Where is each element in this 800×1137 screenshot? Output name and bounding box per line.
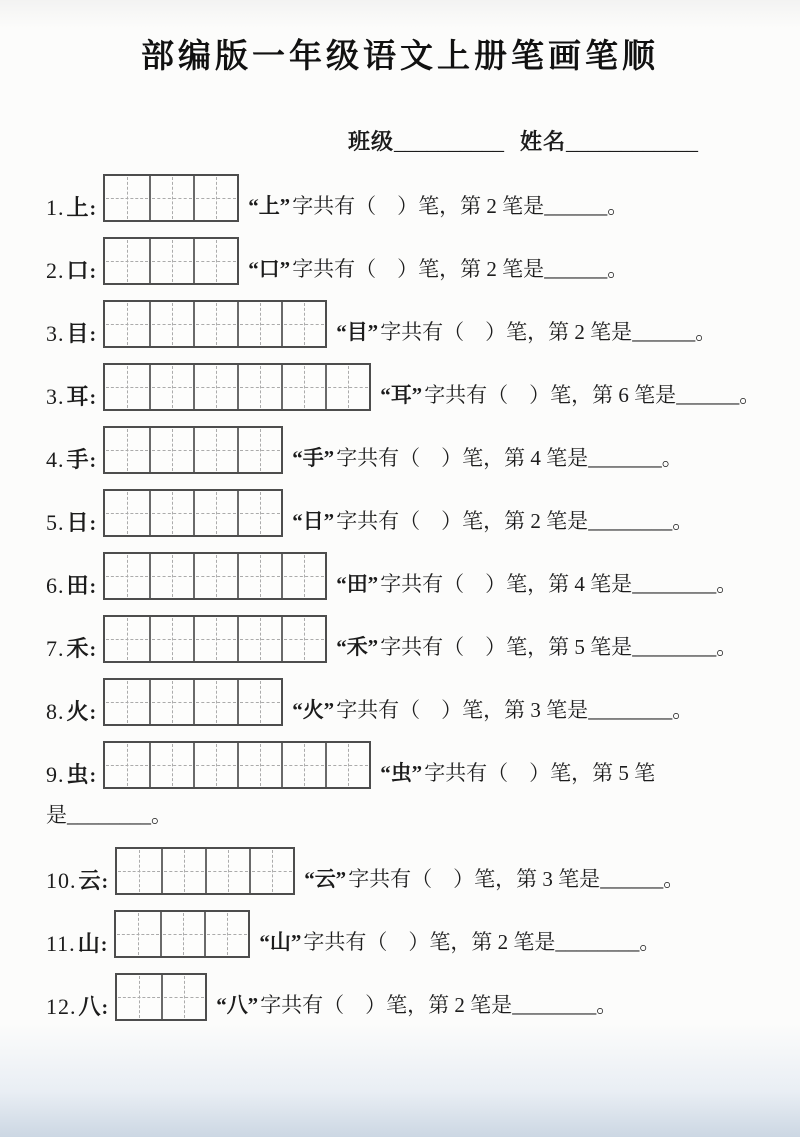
row-number: 2. [46, 258, 65, 283]
tianzige-cell [105, 302, 149, 346]
worksheet-row [46, 552, 800, 600]
worksheet-row [46, 973, 800, 1021]
name-blank: ____________ [566, 129, 699, 154]
worksheet-row [46, 847, 800, 895]
tianzige-cell [325, 365, 369, 409]
page-title: 部编版一年级语文上册笔画笔顺 [141, 39, 659, 75]
row-colon: : [89, 702, 97, 724]
worksheet-row [46, 363, 800, 411]
answer-blank: ______ [632, 320, 696, 344]
quoted-character: “日” [292, 509, 335, 533]
tianzige-cell [105, 365, 149, 409]
tianzige-cell [149, 680, 193, 724]
quoted-character: “禾” [336, 635, 379, 659]
tianzige-cell [193, 680, 237, 724]
quoted-character: “山” [259, 929, 302, 954]
tianzige-cell [237, 428, 281, 472]
practice-grid [103, 237, 239, 285]
question [216, 992, 618, 1021]
name-label: 姓名 [520, 129, 567, 154]
question [248, 259, 628, 285]
tianzige-cell [193, 491, 237, 535]
question [380, 385, 760, 411]
row-number: 10. [46, 867, 77, 893]
question-text: 字共有（ ）笔，第 2 笔是 [303, 929, 556, 954]
row-character: 口 [66, 258, 89, 283]
worksheet-row [46, 300, 800, 348]
quoted-character: “上” [248, 194, 291, 218]
practice-grid [103, 300, 327, 348]
tianzige-cell [105, 680, 149, 724]
question-period: 。 [596, 992, 618, 1017]
tianzige-cell [237, 554, 281, 598]
row-colon: : [100, 933, 108, 956]
quoted-character: “口” [248, 257, 291, 281]
question-period: 。 [672, 509, 694, 533]
worksheet-rows [0, 174, 800, 1021]
row-colon: : [101, 870, 109, 893]
worksheet-row [46, 678, 800, 726]
worksheet-row [46, 174, 800, 222]
tianzige-cell [193, 617, 237, 661]
row-character: 云 [78, 867, 101, 893]
row-colon: : [89, 513, 97, 535]
row-colon: : [89, 576, 97, 598]
tianzige-cell [149, 302, 193, 346]
tianzige-cell [117, 975, 161, 1019]
row-number: 6. [46, 573, 65, 598]
tianzige-cell [281, 365, 325, 409]
tianzige-cell [105, 239, 149, 283]
answer-blank: ________ [588, 509, 673, 533]
row-label [46, 764, 98, 789]
tianzige-cell [281, 617, 325, 661]
tianzige-cell [149, 491, 193, 535]
worksheet-row [46, 910, 800, 958]
question [259, 929, 661, 958]
tianzige-cell [193, 176, 237, 220]
tianzige-cell [193, 554, 237, 598]
quoted-character: “手” [292, 446, 335, 470]
question-period: 。 [663, 866, 685, 891]
tianzige-cell [149, 239, 193, 283]
worksheet-row [46, 237, 800, 285]
tianzige-cell [149, 617, 193, 661]
tianzige-cell [193, 239, 237, 283]
question-text: 字共有（ ）笔，第 4 笔是 [380, 572, 633, 596]
answer-blank: ______ [676, 383, 740, 407]
answer-blank: ________ [632, 635, 717, 659]
tianzige-cell [161, 849, 205, 893]
quoted-character: “田” [336, 572, 379, 596]
row-label [46, 701, 98, 726]
practice-grid [103, 426, 283, 474]
tianzige-cell [105, 617, 149, 661]
practice-grid [103, 363, 371, 411]
question [336, 574, 737, 600]
practice-grid [103, 174, 239, 222]
tianzige-cell [105, 743, 149, 787]
row-label [46, 260, 98, 285]
tianzige-cell [237, 491, 281, 535]
row-character: 日 [66, 510, 89, 535]
quoted-character: “耳” [380, 383, 423, 407]
quoted-character: “火” [292, 698, 335, 722]
practice-grid [115, 973, 207, 1021]
row-label [46, 197, 98, 222]
answer-blank: ______ [544, 257, 608, 281]
tianzige-cell [204, 912, 248, 956]
tianzige-cell [149, 428, 193, 472]
tianzige-cell [160, 912, 204, 956]
answer-blank: ________ [555, 929, 640, 954]
row-number: 8. [46, 699, 65, 724]
class-name-line [348, 125, 800, 156]
row-number: 4. [46, 447, 65, 472]
question-text: 字共有（ ）笔，第 6 笔是 [424, 383, 677, 407]
row-number: 5. [46, 510, 65, 535]
row-label [46, 575, 98, 600]
row-colon: : [89, 198, 97, 220]
row-number: 9. [46, 762, 65, 787]
question-continuation: 是________。 [46, 803, 172, 827]
tianzige-cell [193, 428, 237, 472]
question [336, 322, 716, 348]
question [336, 637, 737, 663]
question-period: 。 [607, 257, 629, 281]
answer-blank: ________ [588, 698, 673, 722]
row-label [46, 638, 98, 663]
tianzige-cell [149, 365, 193, 409]
tianzige-cell [105, 554, 149, 598]
class-blank: __________ [394, 129, 505, 154]
practice-grid [103, 615, 327, 663]
quoted-character: “八” [216, 992, 259, 1017]
question-text: 字共有（ ）笔，第 5 笔是 [380, 635, 633, 659]
tianzige-cell [325, 743, 369, 787]
question [304, 866, 685, 895]
tianzige-cell [105, 428, 149, 472]
row-character: 火 [66, 699, 89, 724]
worksheet-row [46, 741, 800, 789]
row-label [46, 867, 110, 895]
question-text: 字共有（ ）笔，第 3 笔是 [336, 698, 589, 722]
question-period: 。 [716, 572, 738, 596]
worksheet-row [46, 426, 800, 474]
row-colon: : [89, 261, 97, 283]
row-colon: : [89, 387, 97, 409]
row-colon: : [89, 639, 97, 661]
row-number: 12. [46, 993, 77, 1019]
question [292, 448, 683, 474]
question-period: 。 [695, 320, 717, 344]
row-colon: : [101, 996, 109, 1019]
practice-grid [115, 847, 295, 895]
question [292, 511, 693, 537]
tianzige-cell [193, 302, 237, 346]
question-period: 。 [639, 929, 661, 954]
tianzige-cell [193, 743, 237, 787]
question-period: 。 [739, 383, 761, 407]
question-text: 字共有（ ）笔，第 3 笔是 [348, 866, 601, 891]
row-character: 耳 [66, 384, 89, 409]
class-label: 班级 [348, 129, 395, 154]
row-label [46, 930, 109, 958]
practice-grid [114, 910, 250, 958]
practice-grid [103, 489, 283, 537]
worksheet-row [46, 489, 800, 537]
tianzige-cell [237, 617, 281, 661]
tianzige-cell [105, 176, 149, 220]
answer-blank: _______ [588, 446, 662, 470]
question-text: 字共有（ ）笔，第 2 笔是 [292, 194, 545, 218]
tianzige-cell [249, 849, 293, 893]
tianzige-cell [161, 975, 205, 1019]
tianzige-cell [237, 302, 281, 346]
tianzige-cell [117, 849, 161, 893]
question-period: 。 [607, 194, 629, 218]
tianzige-cell [237, 743, 281, 787]
question-text: 字共有（ ）笔，第 5 笔 [424, 761, 656, 785]
tianzige-cell [149, 176, 193, 220]
row-colon: : [89, 450, 97, 472]
row-character: 八 [78, 993, 101, 1019]
tianzige-cell [237, 365, 281, 409]
answer-blank: ______ [600, 866, 664, 891]
question-period: 。 [672, 698, 694, 722]
answer-blank: ________ [632, 572, 717, 596]
row-number: 11. [46, 930, 76, 956]
row-colon: : [89, 324, 97, 346]
row-colon: : [89, 765, 97, 787]
row-label [46, 993, 110, 1021]
question-text: 字共有（ ）笔，第 2 笔是 [260, 992, 513, 1017]
row-label [46, 512, 98, 537]
row-label [46, 386, 98, 411]
question [380, 763, 655, 789]
question-text: 字共有（ ）笔，第 2 笔是 [336, 509, 589, 533]
quoted-character: “虫” [380, 761, 423, 785]
tianzige-cell [116, 912, 160, 956]
tianzige-cell [193, 365, 237, 409]
answer-blank: ________ [512, 992, 597, 1017]
tianzige-cell [105, 491, 149, 535]
row-character: 田 [66, 573, 89, 598]
row-number: 1. [46, 195, 65, 220]
quoted-character: “目” [336, 320, 379, 344]
tianzige-cell [149, 743, 193, 787]
row-label [46, 449, 98, 474]
row-number: 7. [46, 636, 65, 661]
question [248, 196, 628, 222]
tianzige-cell [237, 680, 281, 724]
row-character: 上 [66, 195, 89, 220]
question-period: 。 [661, 446, 683, 470]
row-character: 目 [66, 321, 89, 346]
practice-grid [103, 678, 283, 726]
row-character: 虫 [66, 762, 89, 787]
tianzige-cell [281, 554, 325, 598]
row-character: 禾 [66, 636, 89, 661]
row-number: 3. [46, 384, 65, 409]
worksheet-row [46, 615, 800, 663]
question [292, 700, 693, 726]
question-period: 。 [716, 635, 738, 659]
row-label [46, 323, 98, 348]
tianzige-cell [281, 743, 325, 787]
quoted-character: “云” [304, 866, 347, 891]
row-character: 山 [77, 930, 100, 956]
row-character: 手 [66, 447, 89, 472]
question-text: 字共有（ ）笔，第 2 笔是 [380, 320, 633, 344]
tianzige-cell [205, 849, 249, 893]
question-text: 字共有（ ）笔，第 4 笔是 [336, 446, 589, 470]
tianzige-cell [149, 554, 193, 598]
tianzige-cell [281, 302, 325, 346]
answer-blank: ______ [544, 194, 608, 218]
practice-grid [103, 552, 327, 600]
question-text: 字共有（ ）笔，第 2 笔是 [292, 257, 545, 281]
practice-grid [103, 741, 371, 789]
row-number: 3. [46, 321, 65, 346]
